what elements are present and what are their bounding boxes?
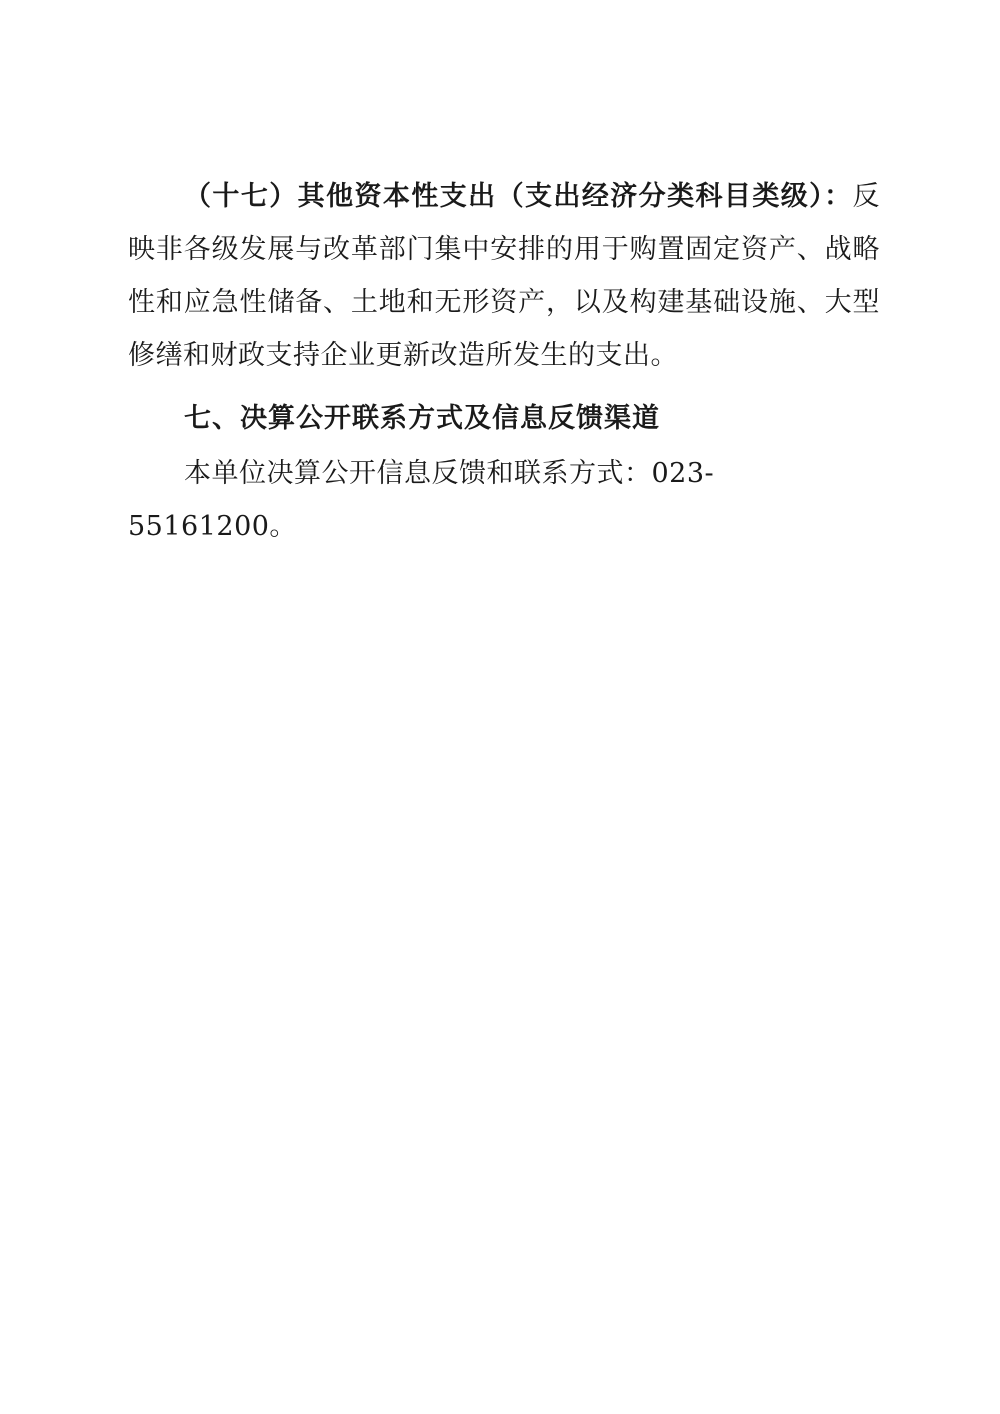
section-heading-seven: 七、决算公开联系方式及信息反馈渠道 <box>184 403 660 434</box>
paragraph-lead-label: （十七）其他资本性支出（支出经济分类科目类级）： <box>184 181 853 212</box>
paragraph-other-capital-expenditure <box>128 170 880 382</box>
contact-information-line: 本单位决算公开信息反馈和联系方式：023-55161200。 <box>128 458 715 542</box>
paragraph-body-text: 反映非各级发展与改革部门集中安排的用于购置固定资产、战略性和应急性储备、土地和无形资产，以及构建基础设施、大型修缮和财政支持企业更新改造所发生的支出。 <box>128 181 880 371</box>
